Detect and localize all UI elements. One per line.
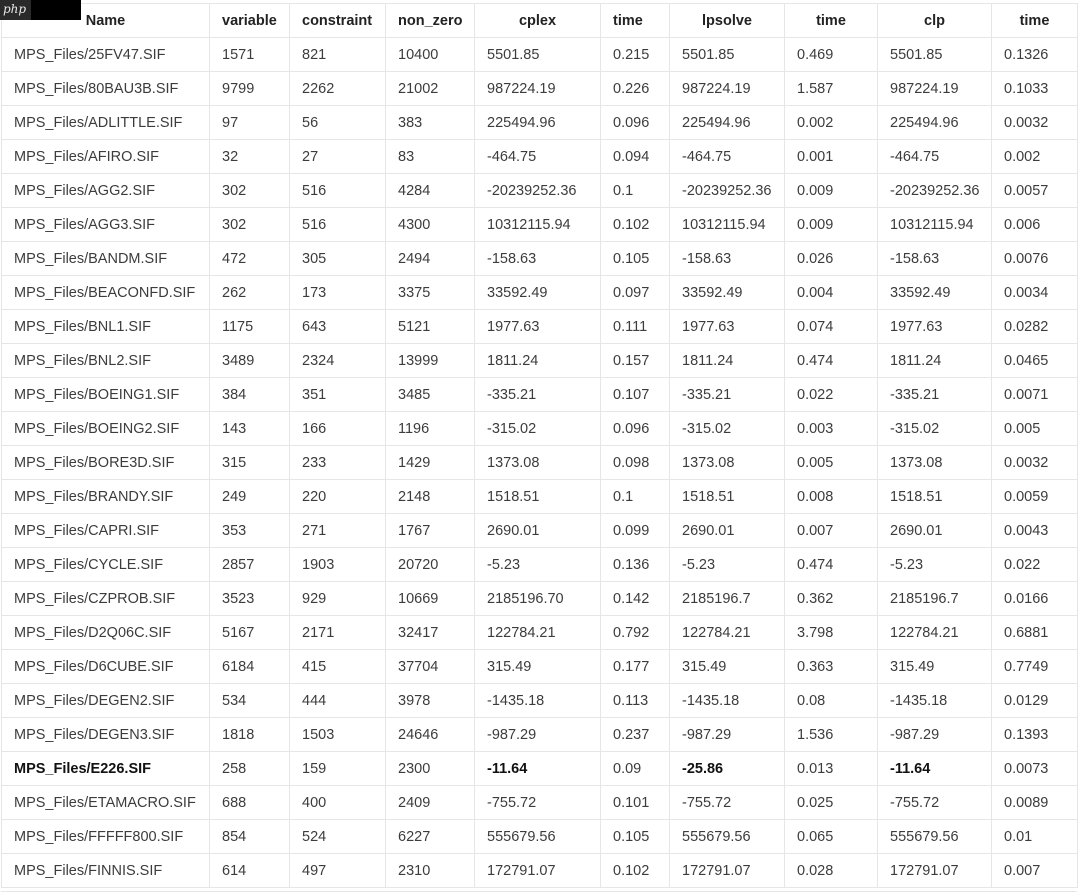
- cell-cplex: 1518.51: [475, 480, 601, 514]
- cell-variable: 688: [210, 786, 290, 820]
- cell-constraint: 233: [290, 446, 386, 480]
- cell-cplex-time: 0.157: [601, 344, 670, 378]
- cell-lpsolve: -464.75: [670, 140, 785, 174]
- cell-cplex-time: 0.102: [601, 854, 670, 888]
- table-row: [2, 446, 1078, 480]
- table-row: [2, 106, 1078, 140]
- cell-constraint: 159: [290, 752, 386, 786]
- cell-lpsolve: 2690.01: [670, 514, 785, 548]
- cell-name: MPS_Files/25FV47.SIF: [2, 38, 210, 72]
- cell-constraint: 305: [290, 242, 386, 276]
- cell-variable: 302: [210, 208, 290, 242]
- cell-name: MPS_Files/FFFFF800.SIF: [2, 820, 210, 854]
- header-cplex: cplex: [475, 4, 601, 38]
- cell-clp-time: 0.0166: [992, 582, 1078, 616]
- cell-cplex-time: 0.1: [601, 174, 670, 208]
- cell-clp: -11.64: [878, 752, 992, 786]
- cell-constraint: 497: [290, 854, 386, 888]
- cell-constraint: 351: [290, 378, 386, 412]
- cell-cplex: -464.75: [475, 140, 601, 174]
- cell-lpsolve-time: 0.002: [785, 106, 878, 140]
- cell-lpsolve-time: 0.004: [785, 276, 878, 310]
- cell-clp-time: 0.0071: [992, 378, 1078, 412]
- cell-cplex-time: 0.101: [601, 786, 670, 820]
- cell-cplex: 2690.01: [475, 514, 601, 548]
- cell-lpsolve-time: 0.469: [785, 38, 878, 72]
- cell-lpsolve-time: 0.001: [785, 140, 878, 174]
- cell-lpsolve-time: 0.009: [785, 174, 878, 208]
- cell-lpsolve: -335.21: [670, 378, 785, 412]
- cell-lpsolve: -315.02: [670, 412, 785, 446]
- cell-clp-time: 0.0057: [992, 174, 1078, 208]
- cell-cplex: 315.49: [475, 650, 601, 684]
- cell-clp-time: 0.0059: [992, 480, 1078, 514]
- cell-constraint: 444: [290, 684, 386, 718]
- table-row: [2, 242, 1078, 276]
- cell-clp-time: 0.0032: [992, 106, 1078, 140]
- cell-lpsolve-time: 0.026: [785, 242, 878, 276]
- cell-name: MPS_Files/BNL2.SIF: [2, 344, 210, 378]
- cell-lpsolve-time: 0.003: [785, 412, 878, 446]
- table-row: [2, 140, 1078, 174]
- cell-clp-time: 0.022: [992, 548, 1078, 582]
- cell-non-zero: 383: [386, 106, 475, 140]
- header-cplex-time: time: [601, 4, 670, 38]
- cell-non-zero: 2409: [386, 786, 475, 820]
- cell-clp: 225494.96: [878, 106, 992, 140]
- cell-clp: 5501.85: [878, 38, 992, 72]
- cell-variable: 854: [210, 820, 290, 854]
- cell-cplex: 987224.19: [475, 72, 601, 106]
- cell-name: MPS_Files/BOEING2.SIF: [2, 412, 210, 446]
- cell-non-zero: 32417: [386, 616, 475, 650]
- cell-clp-time: 0.006: [992, 208, 1078, 242]
- cell-lpsolve-time: 0.028: [785, 854, 878, 888]
- cell-variable: 1571: [210, 38, 290, 72]
- cell-cplex: 5501.85: [475, 38, 601, 72]
- cell-clp-time: 0.0465: [992, 344, 1078, 378]
- cell-lpsolve: 1977.63: [670, 310, 785, 344]
- cell-cplex: -987.29: [475, 718, 601, 752]
- cell-name: MPS_Files/CYCLE.SIF: [2, 548, 210, 582]
- cell-name: MPS_Files/BANDM.SIF: [2, 242, 210, 276]
- cell-clp: 172791.07: [878, 854, 992, 888]
- cell-cplex: -158.63: [475, 242, 601, 276]
- table-row: [2, 786, 1078, 820]
- cell-variable: 9799: [210, 72, 290, 106]
- cell-lpsolve: -158.63: [670, 242, 785, 276]
- cell-variable: 315: [210, 446, 290, 480]
- cell-name: MPS_Files/AGG3.SIF: [2, 208, 210, 242]
- cell-lpsolve: 1811.24: [670, 344, 785, 378]
- cell-clp: -755.72: [878, 786, 992, 820]
- cell-variable: 5167: [210, 616, 290, 650]
- cell-constraint: 929: [290, 582, 386, 616]
- header-clp-time: time: [992, 4, 1078, 38]
- table-row: [2, 548, 1078, 582]
- table-row: [2, 820, 1078, 854]
- cell-clp: -464.75: [878, 140, 992, 174]
- cell-lpsolve: 122784.21: [670, 616, 785, 650]
- cell-clp: -20239252.36: [878, 174, 992, 208]
- cell-cplex: 2185196.70: [475, 582, 601, 616]
- cell-lpsolve: 987224.19: [670, 72, 785, 106]
- cell-cplex-time: 0.177: [601, 650, 670, 684]
- cell-constraint: 2262: [290, 72, 386, 106]
- cell-variable: 258: [210, 752, 290, 786]
- cell-non-zero: 1429: [386, 446, 475, 480]
- table-row: [2, 412, 1078, 446]
- cell-clp-time: 0.005: [992, 412, 1078, 446]
- cell-variable: 32: [210, 140, 290, 174]
- cell-cplex: 122784.21: [475, 616, 601, 650]
- cell-lpsolve-time: 0.013: [785, 752, 878, 786]
- cell-cplex-time: 0.096: [601, 106, 670, 140]
- cell-non-zero: 3375: [386, 276, 475, 310]
- cell-cplex: 555679.56: [475, 820, 601, 854]
- cell-clp: 1373.08: [878, 446, 992, 480]
- cell-clp-time: 0.6881: [992, 616, 1078, 650]
- cell-constraint: 166: [290, 412, 386, 446]
- cell-lpsolve: -25.86: [670, 752, 785, 786]
- table-row: [2, 344, 1078, 378]
- cell-lpsolve-time: 0.08: [785, 684, 878, 718]
- cell-clp: 122784.21: [878, 616, 992, 650]
- cell-constraint: 56: [290, 106, 386, 140]
- cell-clp-time: 0.002: [992, 140, 1078, 174]
- cell-variable: 353: [210, 514, 290, 548]
- cell-lpsolve-time: 1.536: [785, 718, 878, 752]
- cell-variable: 1175: [210, 310, 290, 344]
- cell-clp-time: 0.007: [992, 854, 1078, 888]
- cell-non-zero: 20720: [386, 548, 475, 582]
- cell-clp: 1811.24: [878, 344, 992, 378]
- cell-name: MPS_Files/BOEING1.SIF: [2, 378, 210, 412]
- cell-variable: 2857: [210, 548, 290, 582]
- cell-lpsolve-time: 0.363: [785, 650, 878, 684]
- cell-cplex: -335.21: [475, 378, 601, 412]
- cell-lpsolve: 555679.56: [670, 820, 785, 854]
- table-body: [2, 38, 1078, 888]
- header-variable: variable: [210, 4, 290, 38]
- cell-constraint: 173: [290, 276, 386, 310]
- cell-cplex-time: 0.102: [601, 208, 670, 242]
- cell-non-zero: 3485: [386, 378, 475, 412]
- cell-cplex-time: 0.105: [601, 242, 670, 276]
- cell-constraint: 516: [290, 174, 386, 208]
- table-row: [2, 208, 1078, 242]
- cell-clp-time: 0.1326: [992, 38, 1078, 72]
- cell-lpsolve-time: 0.474: [785, 344, 878, 378]
- cell-cplex: -5.23: [475, 548, 601, 582]
- site-logo: [0, 0, 81, 20]
- table-bottom-edge: [1, 891, 1077, 896]
- cell-cplex: -1435.18: [475, 684, 601, 718]
- cell-variable: 384: [210, 378, 290, 412]
- cell-constraint: 1503: [290, 718, 386, 752]
- cell-cplex-time: 0.142: [601, 582, 670, 616]
- cell-lpsolve: 1373.08: [670, 446, 785, 480]
- cell-cplex-time: 0.096: [601, 412, 670, 446]
- cell-lpsolve-time: 0.005: [785, 446, 878, 480]
- header-constraint: constraint: [290, 4, 386, 38]
- cell-constraint: 271: [290, 514, 386, 548]
- cell-clp-time: 0.01: [992, 820, 1078, 854]
- table-row: [2, 650, 1078, 684]
- cell-non-zero: 1767: [386, 514, 475, 548]
- table-row: [2, 616, 1078, 650]
- cell-non-zero: 83: [386, 140, 475, 174]
- cell-cplex: 1977.63: [475, 310, 601, 344]
- cell-non-zero: 4300: [386, 208, 475, 242]
- cell-name: MPS_Files/D2Q06C.SIF: [2, 616, 210, 650]
- cell-cplex-time: 0.111: [601, 310, 670, 344]
- cell-name: MPS_Files/AGG2.SIF: [2, 174, 210, 208]
- cell-cplex-time: 0.097: [601, 276, 670, 310]
- cell-cplex: 172791.07: [475, 854, 601, 888]
- cell-clp: 315.49: [878, 650, 992, 684]
- cell-lpsolve-time: 0.025: [785, 786, 878, 820]
- cell-non-zero: 2148: [386, 480, 475, 514]
- table-row: [2, 310, 1078, 344]
- header-lpsolve: lpsolve: [670, 4, 785, 38]
- cell-clp: 1518.51: [878, 480, 992, 514]
- cell-variable: 614: [210, 854, 290, 888]
- cell-clp: 987224.19: [878, 72, 992, 106]
- cell-cplex-time: 0.1: [601, 480, 670, 514]
- cell-non-zero: 10400: [386, 38, 475, 72]
- cell-lpsolve-time: 0.074: [785, 310, 878, 344]
- cell-cplex-time: 0.237: [601, 718, 670, 752]
- cell-name: MPS_Files/BNL1.SIF: [2, 310, 210, 344]
- cell-lpsolve-time: 3.798: [785, 616, 878, 650]
- cell-lpsolve-time: 0.362: [785, 582, 878, 616]
- cell-name: MPS_Files/ETAMACRO.SIF: [2, 786, 210, 820]
- header-name: Name: [2, 4, 210, 38]
- cell-clp: 1977.63: [878, 310, 992, 344]
- cell-clp: -335.21: [878, 378, 992, 412]
- cell-cplex-time: 0.098: [601, 446, 670, 480]
- cell-clp-time: 0.0034: [992, 276, 1078, 310]
- cell-lpsolve: -987.29: [670, 718, 785, 752]
- table-row: [2, 276, 1078, 310]
- cell-lpsolve: -5.23: [670, 548, 785, 582]
- cell-cplex-time: 0.099: [601, 514, 670, 548]
- cell-variable: 472: [210, 242, 290, 276]
- cell-non-zero: 21002: [386, 72, 475, 106]
- cell-variable: 1818: [210, 718, 290, 752]
- cell-lpsolve-time: 0.065: [785, 820, 878, 854]
- cell-clp: -158.63: [878, 242, 992, 276]
- header-clp: clp: [878, 4, 992, 38]
- cell-variable: 262: [210, 276, 290, 310]
- cell-cplex-time: 0.136: [601, 548, 670, 582]
- cell-cplex: -315.02: [475, 412, 601, 446]
- cell-lpsolve: 33592.49: [670, 276, 785, 310]
- cell-variable: 249: [210, 480, 290, 514]
- cell-constraint: 2324: [290, 344, 386, 378]
- cell-cplex-time: 0.094: [601, 140, 670, 174]
- cell-non-zero: 3978: [386, 684, 475, 718]
- cell-variable: 3489: [210, 344, 290, 378]
- cell-cplex-time: 0.09: [601, 752, 670, 786]
- cell-clp-time: 0.0073: [992, 752, 1078, 786]
- cell-variable: 3523: [210, 582, 290, 616]
- table-row: [2, 480, 1078, 514]
- cell-clp: -315.02: [878, 412, 992, 446]
- cell-clp-time: 0.0129: [992, 684, 1078, 718]
- cell-constraint: 400: [290, 786, 386, 820]
- cell-name: MPS_Files/AFIRO.SIF: [2, 140, 210, 174]
- cell-cplex-time: 0.107: [601, 378, 670, 412]
- cell-non-zero: 2300: [386, 752, 475, 786]
- cell-non-zero: 1196: [386, 412, 475, 446]
- cell-clp: 2690.01: [878, 514, 992, 548]
- cell-constraint: 220: [290, 480, 386, 514]
- cell-name: MPS_Files/80BAU3B.SIF: [2, 72, 210, 106]
- cell-name: MPS_Files/FINNIS.SIF: [2, 854, 210, 888]
- cell-lpsolve-time: 0.008: [785, 480, 878, 514]
- cell-clp: 555679.56: [878, 820, 992, 854]
- cell-lpsolve: -755.72: [670, 786, 785, 820]
- cell-cplex: 33592.49: [475, 276, 601, 310]
- cell-clp: -5.23: [878, 548, 992, 582]
- cell-lpsolve: 2185196.7: [670, 582, 785, 616]
- cell-lpsolve: 225494.96: [670, 106, 785, 140]
- cell-name: MPS_Files/BORE3D.SIF: [2, 446, 210, 480]
- cell-lpsolve: -20239252.36: [670, 174, 785, 208]
- cell-name: MPS_Files/E226.SIF: [2, 752, 210, 786]
- cell-name: MPS_Files/CAPRI.SIF: [2, 514, 210, 548]
- header-non-zero: non_zero: [386, 4, 475, 38]
- cell-constraint: 27: [290, 140, 386, 174]
- cell-clp: 33592.49: [878, 276, 992, 310]
- cell-constraint: 516: [290, 208, 386, 242]
- cell-clp-time: 0.0043: [992, 514, 1078, 548]
- cell-non-zero: 5121: [386, 310, 475, 344]
- cell-clp: 10312115.94: [878, 208, 992, 242]
- cell-non-zero: 2494: [386, 242, 475, 276]
- cell-clp-time: 0.0032: [992, 446, 1078, 480]
- cell-constraint: 643: [290, 310, 386, 344]
- table-row: [2, 718, 1078, 752]
- cell-constraint: 821: [290, 38, 386, 72]
- cell-clp-time: 0.7749: [992, 650, 1078, 684]
- cell-clp-time: 0.0076: [992, 242, 1078, 276]
- cell-cplex-time: 0.113: [601, 684, 670, 718]
- cell-lpsolve: 1518.51: [670, 480, 785, 514]
- table-row: [2, 854, 1078, 888]
- cell-non-zero: 10669: [386, 582, 475, 616]
- table-row: [2, 684, 1078, 718]
- cell-cplex: -11.64: [475, 752, 601, 786]
- cell-cplex-time: 0.215: [601, 38, 670, 72]
- table-row: [2, 174, 1078, 208]
- cell-cplex-time: 0.105: [601, 820, 670, 854]
- cell-non-zero: 2310: [386, 854, 475, 888]
- benchmark-table: [1, 3, 1078, 888]
- cell-name: MPS_Files/DEGEN3.SIF: [2, 718, 210, 752]
- table-row: [2, 752, 1078, 786]
- cell-clp: -987.29: [878, 718, 992, 752]
- cell-non-zero: 24646: [386, 718, 475, 752]
- cell-lpsolve: 5501.85: [670, 38, 785, 72]
- cell-lpsolve-time: 0.022: [785, 378, 878, 412]
- cell-clp-time: 0.0282: [992, 310, 1078, 344]
- cell-lpsolve: -1435.18: [670, 684, 785, 718]
- table-row: [2, 514, 1078, 548]
- cell-constraint: 415: [290, 650, 386, 684]
- cell-clp-time: 0.0089: [992, 786, 1078, 820]
- table-row: [2, 72, 1078, 106]
- cell-non-zero: 37704: [386, 650, 475, 684]
- cell-clp-time: 0.1033: [992, 72, 1078, 106]
- cell-non-zero: 4284: [386, 174, 475, 208]
- cell-variable: 6184: [210, 650, 290, 684]
- cell-clp: -1435.18: [878, 684, 992, 718]
- header-lpsolve-time: time: [785, 4, 878, 38]
- cell-name: MPS_Files/ADLITTLE.SIF: [2, 106, 210, 140]
- cell-cplex: 1373.08: [475, 446, 601, 480]
- cell-clp: 2185196.7: [878, 582, 992, 616]
- cell-cplex: 1811.24: [475, 344, 601, 378]
- cell-cplex-time: 0.792: [601, 616, 670, 650]
- cell-lpsolve-time: 0.009: [785, 208, 878, 242]
- table-row: [2, 38, 1078, 72]
- php-logo-text: php: [0, 0, 31, 20]
- table-row: [2, 378, 1078, 412]
- cell-lpsolve: 172791.07: [670, 854, 785, 888]
- cell-constraint: 524: [290, 820, 386, 854]
- cell-lpsolve: 315.49: [670, 650, 785, 684]
- cell-variable: 97: [210, 106, 290, 140]
- cell-name: MPS_Files/BEACONFD.SIF: [2, 276, 210, 310]
- cell-non-zero: 6227: [386, 820, 475, 854]
- cell-variable: 534: [210, 684, 290, 718]
- cell-constraint: 1903: [290, 548, 386, 582]
- cell-cplex: 225494.96: [475, 106, 601, 140]
- cell-variable: 302: [210, 174, 290, 208]
- table-header-row: [2, 4, 1078, 38]
- table-row: [2, 582, 1078, 616]
- cell-name: MPS_Files/D6CUBE.SIF: [2, 650, 210, 684]
- cell-constraint: 2171: [290, 616, 386, 650]
- cell-cplex-time: 0.226: [601, 72, 670, 106]
- cell-name: MPS_Files/DEGEN2.SIF: [2, 684, 210, 718]
- cell-lpsolve: 10312115.94: [670, 208, 785, 242]
- cell-lpsolve-time: 0.474: [785, 548, 878, 582]
- cell-variable: 143: [210, 412, 290, 446]
- cell-clp-time: 0.1393: [992, 718, 1078, 752]
- cell-lpsolve-time: 0.007: [785, 514, 878, 548]
- cell-cplex: -755.72: [475, 786, 601, 820]
- cell-non-zero: 13999: [386, 344, 475, 378]
- cell-cplex: -20239252.36: [475, 174, 601, 208]
- cell-name: MPS_Files/BRANDY.SIF: [2, 480, 210, 514]
- cell-cplex: 10312115.94: [475, 208, 601, 242]
- cell-name: MPS_Files/CZPROB.SIF: [2, 582, 210, 616]
- cell-lpsolve-time: 1.587: [785, 72, 878, 106]
